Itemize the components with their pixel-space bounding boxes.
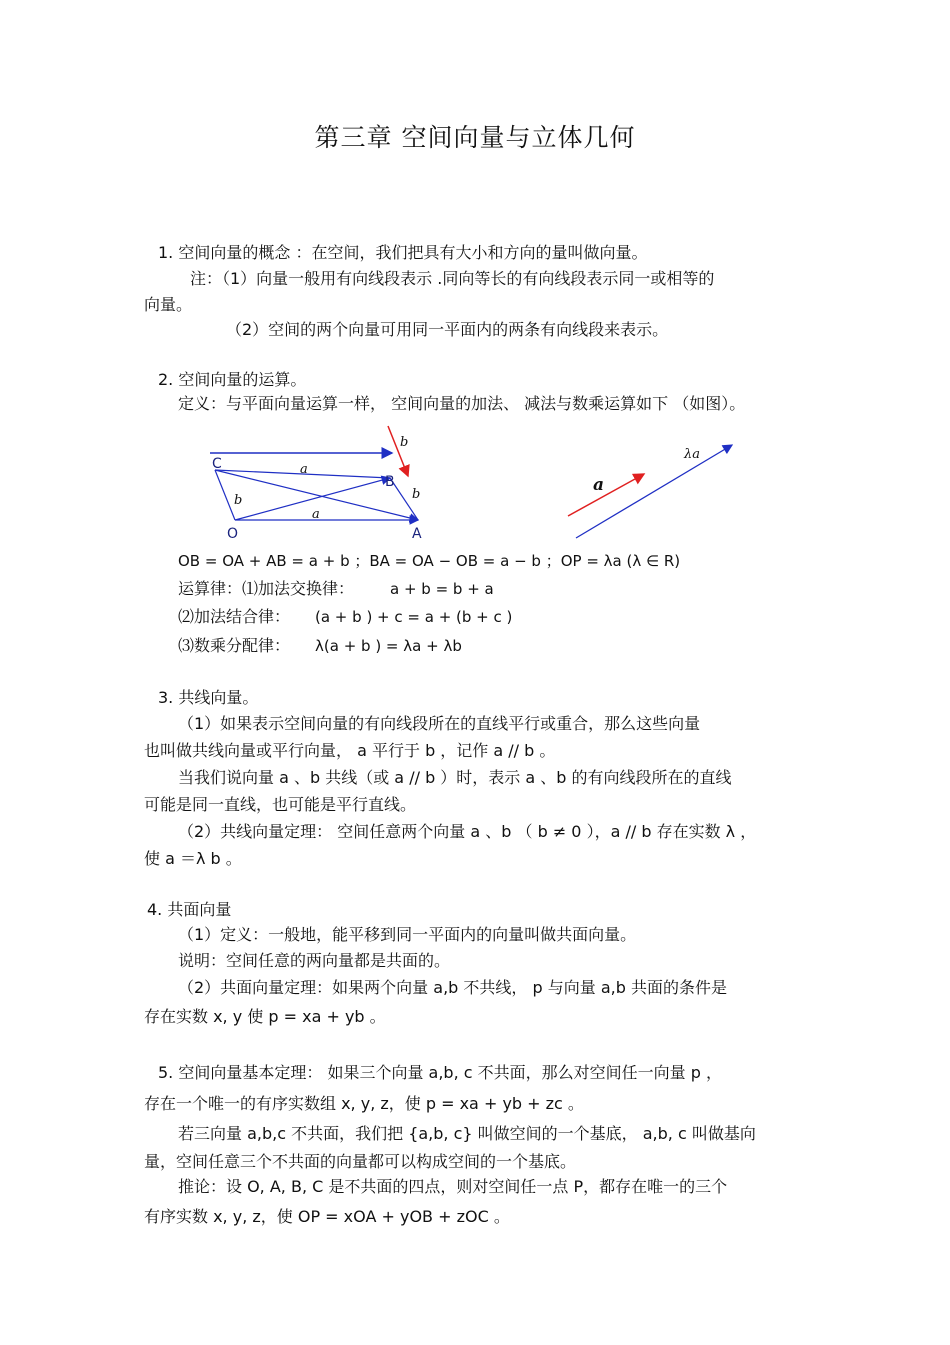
label-vec-a-red: a [593,475,605,495]
section-5-p2: 若三向量 a,b,c 不共面，我们把 {a,b, c} 叫做空间的一个基底， a,b, c 叫做基向 [178,1124,756,1143]
section-4-p1: （1）定义：一般地，能平移到同一平面内的向量叫做共面向量。 [178,925,637,944]
section-4-p2: 说明：空间任意的两向量都是共面的。 [178,951,451,970]
law-2-title: ⑵加法结合律： [178,607,291,626]
section-4-p3-cont: 存在实数 x, y 使 p = xa + yb 。 [144,1007,386,1026]
section-3-p2-cont: 可能是同一直线，也可能是平行直线。 [144,795,417,814]
section-1-note2: （2）空间的两个向量可用同一平面内的两条有向线段来表示。 [226,320,669,339]
section-3-p3-cont: 使 a ＝λ b 。 [144,849,242,868]
label-lambda-a: λa [684,447,700,462]
section-4-p3: （2）共面向量定理：如果两个向量 a,b 不共线， p 与向量 a,b 共面的条件是 [178,978,727,997]
law-1-formula: a + b = b + a [390,580,494,598]
section-5-p2-cont: 量，空间任意三个不共面的向量都可以构成空间的一个基底。 [144,1152,577,1171]
section-3-p1: （1）如果表示空间向量的有向线段所在的直线平行或重合，那么这些向量 [178,714,701,733]
label-vec-b-1: b [234,493,243,508]
section-5-p3-cont: 有序实数 x, y, z，使 OP = xOA + yOB + zOC 。 [144,1207,510,1226]
label-vec-b-3: b [412,487,421,502]
section-3-p3: （2）共线向量定理： 空间任意两个向量 a 、b （ b ≠ 0 ），a // b 存在实数 λ ， [178,822,757,841]
law-3-title: ⑶数乘分配律： [178,636,291,655]
section-3-heading: 3. 共线向量。 [158,688,259,707]
edge-co [215,470,235,520]
section-5-p3: 推论：设 O, A, B, C 是不共面的四点，则对空间任一点 P，都存在唯一的三个 [178,1177,728,1196]
law-1-title: 运算律：⑴加法交换律： [178,579,355,598]
law-2-formula: (a + b ) + c = a + (b + c ) [315,608,513,626]
label-a: A [412,526,422,542]
section-5-p1-cont: 存在一个唯一的有序实数组 x, y, z，使 p = xa + yb + zc 。 [144,1094,584,1113]
law-3-formula: λ(a + b ) = λa + λb [315,637,462,655]
label-o: O [227,526,239,542]
label-vec-b-2: b [400,435,409,450]
label-vec-a-2: a [312,507,320,522]
label-b: B [385,474,395,490]
section-2-definition: 定义：与平面向量运算一样， 空间向量的加法、 减法与数乘运算如下 （如图）。 [178,394,746,413]
section-1-heading: 1. 空间向量的概念 ：在空间，我们把具有大小和方向的量叫做向量。 [158,243,648,262]
vector-operation-figure [200,418,740,546]
section-3-p2: 当我们说向量 a 、b 共线（或 a // b ）时，表示 a 、b 的有向线段所在的直线 [178,768,732,787]
label-vec-a-1: a [300,462,308,477]
section-3-p1-cont: 也叫做共线向量或平行向量， a 平行于 b ，记作 a // b 。 [144,741,556,760]
label-c: C [212,456,222,472]
section-5-heading: 5. 空间向量基本定理： 如果三个向量 a,b, c 不共面，那么对空间任一向量 p ， [158,1063,722,1082]
operation-formula: OB = OA + AB = a + b ；BA = OA − OB = a − b ；OP = λa (λ ∈ R) [178,552,681,570]
vector-b-red [388,426,408,476]
page-title: 第三章 空间向量与立体几何 [314,123,636,152]
section-1-note1: 注：（1）向量一般用有向线段表示 .同向等长的有向线段表示同一或相等的 [190,269,715,288]
section-2-heading: 2. 空间向量的运算。 [158,370,307,389]
vector-a-red [568,474,644,516]
section-4-heading: 4. 共面向量 [147,900,232,919]
section-1-note1-cont: 向量。 [144,295,193,314]
